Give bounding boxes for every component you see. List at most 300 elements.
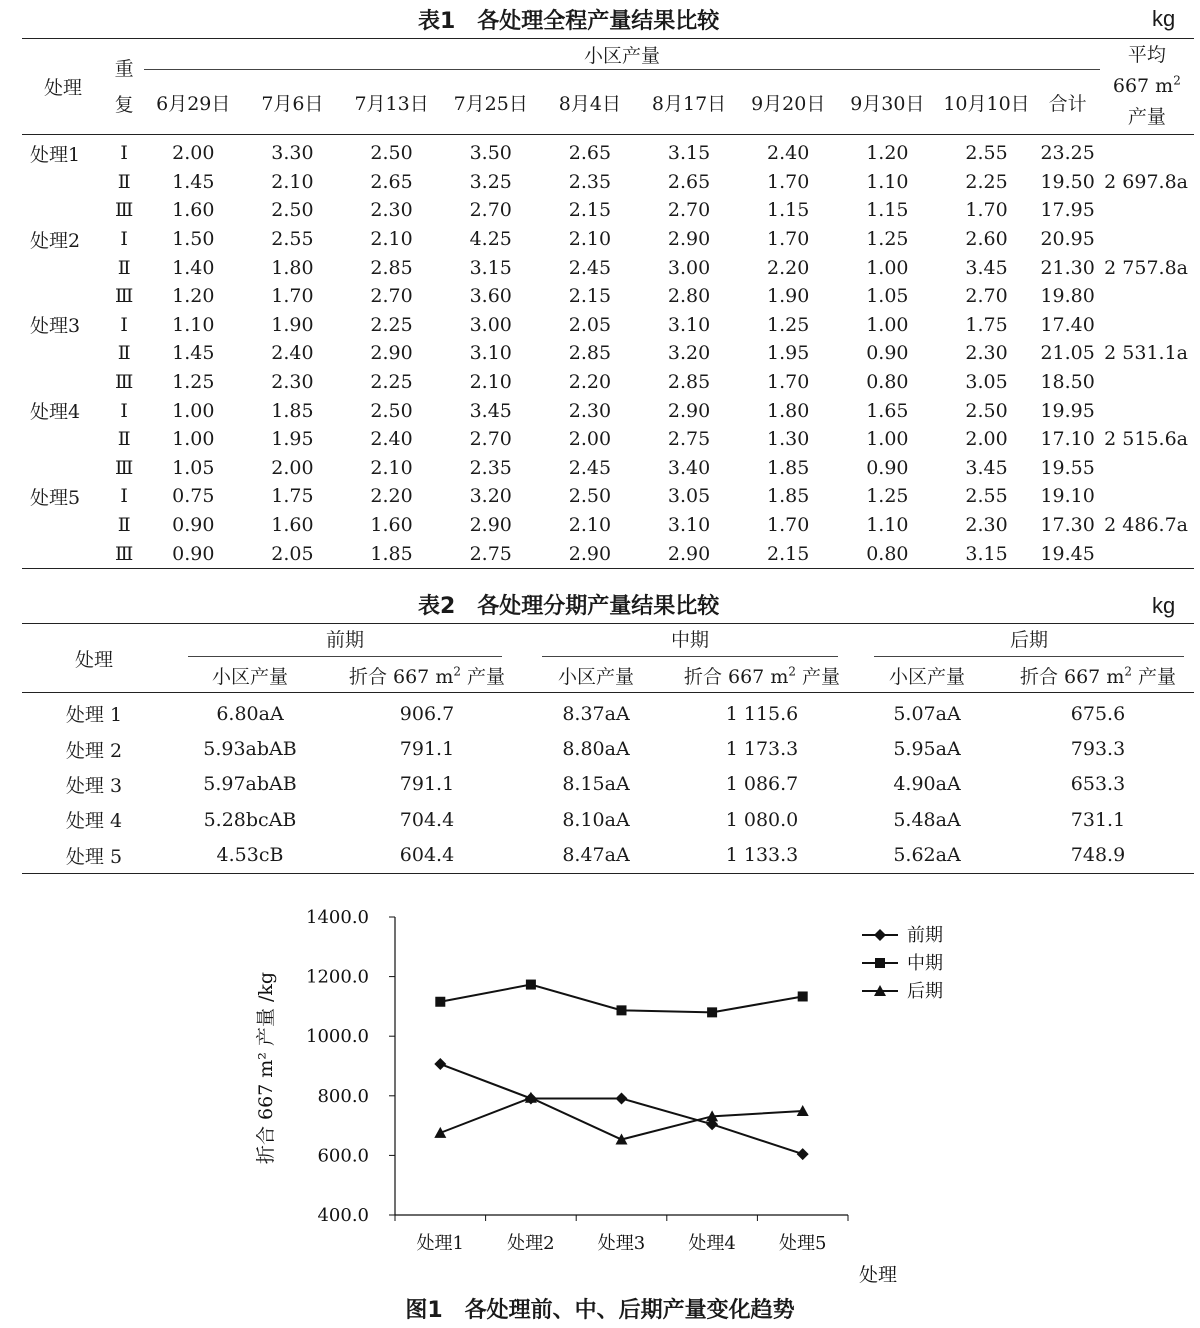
table-row [22,731,1194,766]
yield-cell: 2.30 [965,342,1008,365]
yield-cell: 2.45 [568,256,612,279]
yield-cell: 2.70 [469,199,512,222]
data-point [798,991,808,1001]
y-tick-label: 600.0 [317,1145,369,1167]
table2-caption: 表2 各处理分期产量结果比较 [418,594,720,619]
treatment-name: 处理 2 [65,739,123,762]
replicate: Ⅲ [114,199,134,222]
replicate: Ⅲ [114,285,134,308]
yield-cell: 1.85 [370,542,413,565]
table1-unit: kg [1152,6,1176,31]
yield-cell: 2.65 [568,142,612,165]
yield-cell: 3.20 [469,485,512,508]
data-point [617,1005,627,1015]
yield-cell: 2.90 [667,399,711,422]
yield-cell: 2.65 [370,170,413,193]
yield-cell: 1.00 [866,313,909,336]
replicate: Ⅲ [114,456,134,479]
yield-cell: 1.70 [767,228,810,251]
yield-cell: 2.70 [965,285,1008,308]
period-yield-cell: 675.6 [1070,702,1126,725]
yield-cell: 2.15 [568,199,612,222]
replicate: Ⅰ [120,142,128,165]
yield-cell: 3.45 [965,256,1008,279]
period-yield-cell: 4.90aA [893,773,961,796]
period-yield-cell: 906.7 [399,702,455,725]
period-yield-cell: 791.1 [399,738,455,761]
legend-marker [874,929,886,941]
table2 [22,623,1194,874]
yield-cell: 2.15 [767,542,810,565]
treatment-name [22,368,104,397]
period-yield-cell: 1 086.7 [725,773,799,796]
avg-yield: 2 531.1a [1104,342,1188,365]
yield-cell: 3.25 [469,170,512,193]
yield-cell: 0.90 [172,514,215,537]
yield-cell: 3.00 [469,313,512,336]
period-yield-cell: 5.07aA [893,702,961,725]
yield-cell: 2.65 [667,170,711,193]
y-tick-label: 1000.0 [306,1026,369,1048]
y-axis-title: 折合 667 m² 产量 /kg [255,971,277,1165]
yield-cell: 3.05 [667,485,711,508]
t1-rep-bottom: 复 [114,93,134,116]
t2-period-late: 后期 [852,624,1194,659]
yield-cell: 2.45 [568,456,612,479]
treatment-name: 处理1 [30,143,81,166]
period-yield-cell: 8.80aA [562,738,630,761]
yield-cell: 2.90 [370,342,413,365]
period-yield-cell: 8.37aA [562,702,630,725]
legend-label: 前期 [907,925,943,946]
period-yield-cell: 793.3 [1070,738,1126,761]
table-row [22,168,1194,197]
x-tick-label: 处理1 [416,1233,465,1254]
period-yield-cell: 791.1 [399,773,455,796]
yield-cell: 19.80 [1040,285,1095,308]
yield-cell: 1.40 [172,256,215,279]
treatment-name: 处理 5 [65,845,123,868]
yield-cell: 1.80 [767,399,810,422]
yield-cell: 2.55 [271,228,314,251]
table-row [22,482,1194,511]
period-yield-cell: 1 133.3 [725,844,799,867]
yield-cell: 0.90 [866,456,909,479]
replicate: Ⅲ [114,542,134,565]
yield-cell: 2.90 [568,542,612,565]
period-yield-cell: 1 080.0 [725,808,799,831]
t1-plot-yield-header: 小区产量 [144,39,1100,70]
yield-cell: 3.00 [667,256,711,279]
table-row [22,282,1194,311]
table-row [22,311,1194,340]
yield-cell: 2.80 [667,285,711,308]
t1-date-header: 6月29日 [144,70,242,135]
t1-treatment-header: 处理 [22,39,104,135]
avg-yield [1100,482,1194,511]
replicate: Ⅰ [120,399,128,422]
yield-cell: 1.65 [866,399,909,422]
yield-cell: 3.15 [469,256,512,279]
yield-cell: 2.90 [667,228,711,251]
yield-cell: 1.05 [866,285,909,308]
yield-cell: 20.95 [1040,228,1095,251]
yield-cell: 1.45 [172,342,215,365]
yield-cell: 1.10 [866,514,909,537]
t1-date-header: 合计 [1036,70,1100,135]
yield-cell: 0.80 [866,542,909,565]
yield-cell: 2.35 [469,456,512,479]
yield-cell: 1.50 [172,228,215,251]
y-tick-label: 400.0 [317,1205,369,1226]
x-tick-label: 处理4 [688,1233,736,1254]
table-row [22,539,1194,568]
yield-cell: 2.60 [965,228,1008,251]
yield-cell: 1.10 [172,313,215,336]
avg-yield [1100,454,1194,483]
avg-yield [1100,539,1194,568]
yield-cell: 2.55 [965,142,1008,165]
treatment-name: 处理4 [30,401,81,424]
t2-period-middle: 中期 [520,624,852,659]
yield-cell: 3.40 [667,456,711,479]
table-row [22,253,1194,282]
yield-cell: 17.40 [1040,313,1095,336]
yield-cell: 21.30 [1040,256,1095,279]
yield-cell: 19.50 [1040,170,1095,193]
yield-cell: 1.20 [172,285,215,308]
yield-cell: 2.20 [568,371,612,394]
t1-date-header: 7月13日 [343,70,441,135]
period-yield-cell: 748.9 [1070,844,1126,867]
period-yield-cell: 1 115.6 [725,702,799,725]
yield-cell: 1.00 [866,428,909,451]
yield-cell: 2.25 [370,313,413,336]
t2-plot-yield-header: 小区产量 [852,658,1002,693]
yield-cell: 2.00 [568,428,612,451]
yield-cell: 19.10 [1040,485,1095,508]
yield-cell: 1.30 [767,428,810,451]
period-yield-cell: 5.95aA [893,738,961,761]
period-yield-cell: 5.48aA [893,808,961,831]
yield-cell: 3.10 [667,514,711,537]
t1-avg-line3: 产量 [1127,106,1166,128]
table-row [22,802,1194,837]
treatment-name: 处理 3 [65,774,123,797]
yield-cell: 2.40 [370,428,413,451]
x-tick-label: 处理3 [597,1233,646,1254]
avg-yield [1100,225,1194,254]
yield-cell: 2.05 [568,313,612,336]
yield-cell: 2.40 [767,142,810,165]
treatment-name [22,425,104,454]
x-tick-label: 处理5 [778,1233,827,1254]
replicate: Ⅰ [120,313,128,336]
table-row [22,454,1194,483]
yield-cell: 19.55 [1040,456,1095,479]
period-yield-cell: 1 173.3 [725,738,799,761]
yield-cell: 1.60 [172,199,215,222]
y-tick-label: 1200.0 [306,966,369,988]
avg-yield: 2 515.6a [1104,428,1188,451]
yield-cell: 2.15 [568,285,612,308]
data-point [434,1127,446,1138]
yield-cell: 0.80 [866,371,909,394]
yield-cell: 1.95 [767,342,810,365]
yield-cell: 2.20 [370,485,413,508]
period-yield-cell: 704.4 [399,808,455,831]
table-row [22,693,1194,732]
yield-cell: 1.45 [172,170,215,193]
t1-avg-line2: 667 $m^2$ [1112,73,1181,97]
yield-cell: 1.80 [271,256,314,279]
y-tick-label: 800.0 [317,1085,369,1107]
yield-cell: 2.10 [568,228,612,251]
data-point [435,997,445,1007]
table-row [22,225,1194,254]
yield-cell: 1.05 [172,456,215,479]
avg-yield: 2 697.8a [1104,170,1188,193]
yield-cell: 19.45 [1040,542,1095,565]
yield-cell: 1.20 [866,142,909,165]
yield-cell: 2.25 [370,371,413,394]
yield-cell: 1.25 [866,485,909,508]
yield-cell: 21.05 [1040,342,1095,365]
t2-converted-yield-header: 折合 667 $m^2$ 产量 [334,658,520,693]
yield-cell: 2.10 [568,514,612,537]
yield-cell: 2.40 [271,342,314,365]
yield-cell: 2.50 [271,199,314,222]
avg-yield [1100,368,1194,397]
treatment-name: 处理 4 [65,810,123,833]
yield-cell: 2.30 [271,371,314,394]
replicate: Ⅱ [117,170,131,193]
period-yield-cell: 731.1 [1070,808,1126,831]
replicate: Ⅰ [120,485,128,508]
avg-yield [1100,135,1194,168]
t2-treatment-header: 处理 [22,624,166,693]
yield-cell: 23.25 [1040,142,1095,165]
yield-cell: 2.85 [667,371,711,394]
t1-rep-top: 重 [114,57,134,80]
yield-cell: 2.00 [271,456,314,479]
t1-date-header: 9月30日 [837,70,937,135]
period-yield-cell: 5.62aA [893,844,961,867]
treatment-name: 处理2 [30,229,81,252]
yield-cell: 2.85 [370,256,413,279]
yield-cell: 1.10 [866,170,909,193]
yield-cell: 2.10 [370,456,413,479]
period-yield-cell: 5.93abAB [203,738,297,761]
yield-cell: 1.75 [965,313,1008,336]
yield-cell: 3.45 [965,456,1008,479]
period-yield-cell: 8.10aA [562,808,630,831]
yield-cell: 0.90 [172,542,215,565]
yield-cell: 18.50 [1040,371,1095,394]
t1-date-header: 7月25日 [441,70,541,135]
period-yield-cell: 653.3 [1070,773,1126,796]
yield-cell: 1.90 [271,313,314,336]
avg-yield [1100,396,1194,425]
t1-avg-line1: 平均 [1127,44,1166,66]
t2-converted-yield-header: 折合 667 $m^2$ 产量 [1002,658,1194,693]
table-row [22,838,1194,874]
yield-cell: 2.00 [172,142,215,165]
table-row [22,339,1194,368]
treatment-name [22,282,104,311]
yield-cell: 3.15 [965,542,1008,565]
period-yield-cell: 4.53cB [216,844,284,867]
yield-cell: 17.95 [1040,199,1095,222]
yield-cell: 1.70 [767,514,810,537]
yield-cell: 1.85 [767,456,810,479]
period-yield-cell: 604.4 [399,844,455,867]
yield-cell: 3.15 [667,142,711,165]
replicate: Ⅱ [117,428,131,451]
period-yield-cell: 8.47aA [562,844,630,867]
yield-cell: 2.30 [965,514,1008,537]
yield-cell: 19.95 [1040,399,1095,422]
yield-cell: 1.00 [866,256,909,279]
table2-unit: kg [1152,593,1176,618]
table-row [22,511,1194,540]
yield-cell: 2.30 [568,399,612,422]
legend-label: 后期 [907,981,943,1002]
y-tick-label: 1400.0 [306,907,369,928]
yield-cell: 1.70 [271,285,314,308]
yield-cell: 2.50 [370,142,413,165]
table-row [22,767,1194,802]
t1-date-header: 8月17日 [639,70,739,135]
yield-cell: 2.85 [568,342,612,365]
yield-cell: 2.50 [568,485,612,508]
yield-cell: 1.00 [172,399,215,422]
t2-period-early: 前期 [166,624,520,659]
yield-cell: 3.60 [469,285,512,308]
avg-yield: 2 757.8a [1104,256,1188,279]
yield-cell: 1.15 [767,199,810,222]
avg-yield [1100,311,1194,340]
yield-cell: 1.25 [172,371,215,394]
x-axis-title: 处理 [858,1264,898,1286]
yield-trend-chart [0,895,1200,1290]
yield-cell: 1.75 [271,485,314,508]
table1-caption: 表1 各处理全程产量结果比较 [418,9,720,34]
avg-yield: 2 486.7a [1104,514,1188,537]
replicate: Ⅱ [117,514,131,537]
treatment-name [22,168,104,197]
treatment-name [22,539,104,568]
data-point [526,980,536,990]
yield-cell: 2.90 [667,542,711,565]
yield-cell: 1.15 [866,199,909,222]
treatment-name [22,511,104,540]
t2-plot-yield-header: 小区产量 [520,658,672,693]
yield-cell: 2.70 [370,285,413,308]
yield-cell: 1.90 [767,285,810,308]
yield-cell: 2.00 [965,428,1008,451]
yield-cell: 2.55 [965,485,1008,508]
yield-cell: 1.25 [866,228,909,251]
yield-cell: 2.70 [667,199,711,222]
data-point [616,1092,628,1104]
t1-date-header: 9月20日 [739,70,837,135]
yield-cell: 1.70 [965,199,1008,222]
data-point [707,1007,717,1017]
t1-date-header: 10月10日 [937,70,1035,135]
yield-cell: 3.30 [271,142,314,165]
period-yield-cell: 5.28bcAB [203,808,297,831]
yield-cell: 2.30 [370,199,413,222]
yield-cell: 3.10 [667,313,711,336]
t1-date-header: 8月4日 [541,70,639,135]
yield-cell: 2.35 [568,170,612,193]
period-yield-cell: 8.15aA [562,773,630,796]
x-tick-label: 处理2 [507,1233,555,1254]
treatment-name [22,196,104,225]
yield-cell: 1.00 [172,428,215,451]
treatment-name: 处理5 [30,486,81,509]
replicate: Ⅱ [117,342,131,365]
legend-marker [875,958,885,968]
treatment-name: 处理3 [30,315,81,338]
period-yield-cell: 6.80aA [216,702,284,725]
yield-cell: 2.70 [469,428,512,451]
yield-cell: 1.70 [767,371,810,394]
t2-plot-yield-header: 小区产量 [166,658,334,693]
yield-cell: 2.50 [965,399,1008,422]
yield-cell: 3.20 [667,342,711,365]
table-row [22,396,1194,425]
table-row [22,135,1194,168]
data-point [797,1148,809,1160]
table-row [22,368,1194,397]
replicate: Ⅲ [114,371,134,394]
yield-cell: 1.95 [271,428,314,451]
yield-cell: 0.75 [172,485,215,508]
t1-date-header: 7月6日 [242,70,342,135]
period-yield-cell: 5.97abAB [203,773,297,796]
t2-converted-yield-header: 折合 667 $m^2$ 产量 [672,658,852,693]
yield-cell: 1.85 [767,485,810,508]
data-point [434,1058,446,1070]
yield-cell: 2.25 [965,170,1008,193]
table1 [22,38,1194,569]
yield-cell: 17.10 [1040,428,1095,451]
legend-label: 中期 [907,953,943,974]
t1-avg-header [1100,39,1194,135]
yield-cell: 2.50 [370,399,413,422]
yield-cell: 2.10 [271,170,314,193]
yield-cell: 1.85 [271,399,314,422]
yield-cell: 3.50 [469,142,512,165]
yield-cell: 1.60 [370,514,413,537]
table-row [22,196,1194,225]
yield-cell: 3.05 [965,371,1008,394]
avg-yield [1100,196,1194,225]
t1-rep-header [104,39,144,135]
yield-cell: 2.05 [271,542,314,565]
figure-caption: 图1 各处理前、中、后期产量变化趋势 [405,1298,795,1323]
yield-cell: 4.25 [469,228,512,251]
treatment-name: 处理 1 [65,704,123,727]
treatment-name [22,339,104,368]
avg-yield [1100,282,1194,311]
yield-cell: 17.30 [1040,514,1095,537]
yield-cell: 2.10 [370,228,413,251]
yield-cell: 2.75 [469,542,512,565]
yield-cell: 1.60 [271,514,314,537]
